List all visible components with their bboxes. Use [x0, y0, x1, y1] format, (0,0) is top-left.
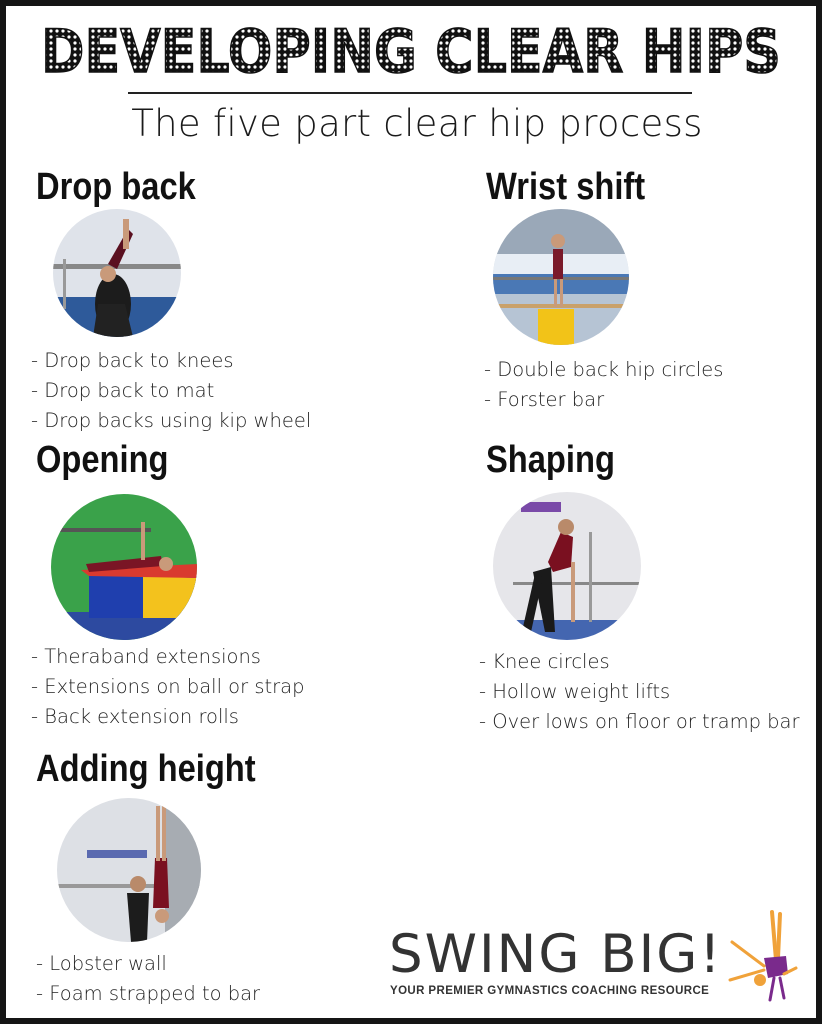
opening-photo — [51, 494, 197, 640]
list-item: - Drop back to knees — [31, 346, 311, 376]
list-item: - Over lows on floor or tramp bar — [479, 707, 800, 737]
list-item: - Drop backs using kip wheel — [31, 406, 311, 436]
page-subtitle: The five part clear hip process — [131, 102, 703, 145]
gymnast-logo-icon — [724, 908, 804, 1004]
list-item: - Foam strapped to bar — [36, 979, 260, 1009]
title-marquee — [6, 16, 822, 86]
list-item: - Back extension rolls — [31, 702, 304, 732]
logo-wordmark: SWING BIG! — [389, 924, 723, 985]
list-item: - Drop back to mat — [31, 376, 311, 406]
drop-back-photo — [53, 209, 181, 337]
section-heading-adding-height: Adding height — [36, 748, 256, 790]
drop-back-list — [31, 346, 311, 436]
list-item: - Extensions on ball or strap — [31, 672, 304, 702]
logo-tagline: YOUR PREMIER GYMNASTICS COACHING RESOURCE — [390, 985, 710, 997]
opening-list — [31, 642, 304, 732]
section-heading-opening: Opening — [36, 439, 169, 481]
section-heading-shaping: Shaping — [486, 439, 615, 481]
list-item: - Forster bar — [484, 385, 723, 415]
section-heading-wrist-shift: Wrist shift — [486, 166, 646, 208]
list-item: - Knee circles — [479, 647, 800, 677]
wrist-shift-photo — [493, 209, 629, 345]
page-title: DEVELOPING CLEAR HIPS — [41, 17, 781, 86]
wrist-shift-list — [484, 355, 723, 415]
list-item: - Lobster wall — [36, 949, 260, 979]
shaping-list — [479, 647, 800, 737]
shaping-photo — [493, 492, 641, 640]
section-heading-drop-back: Drop back — [36, 166, 196, 208]
list-item: - Hollow weight lifts — [479, 677, 800, 707]
adding-height-list — [36, 949, 260, 1009]
list-item: - Double back hip circles — [484, 355, 723, 385]
adding-height-photo — [57, 798, 201, 942]
list-item: - Theraband extensions — [31, 642, 304, 672]
title-divider — [128, 92, 692, 94]
